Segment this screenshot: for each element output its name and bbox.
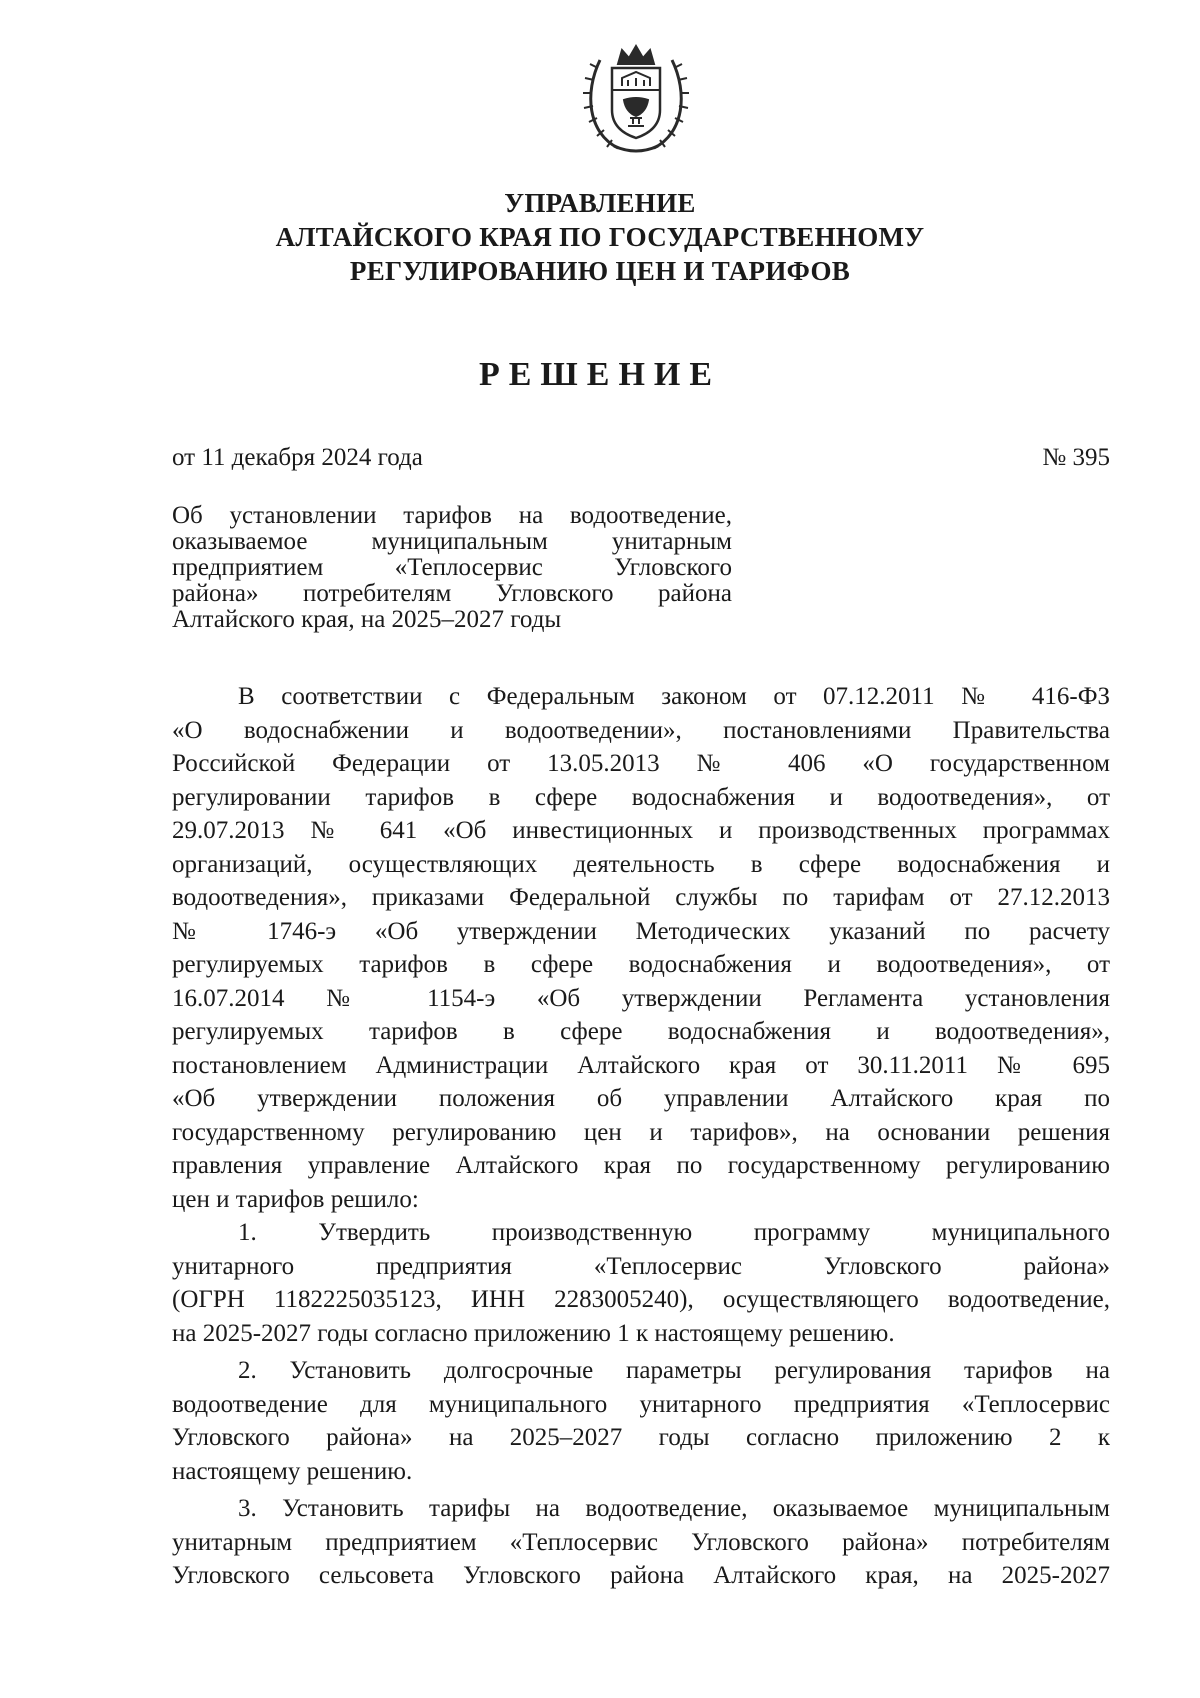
header-line-3: РЕГУЛИРОВАНИЮ ЦЕН И ТАРИФОВ	[349, 256, 851, 286]
body-line: унитарного предприятия «Теплосервис Угловского района»	[172, 1252, 1110, 1280]
body-line: «О водоснабжении и водоотведении», постановлениями Правительства	[172, 716, 1110, 744]
body-line: настоящему решению.	[172, 1457, 413, 1485]
body-line: 1. Утвердить производственную программу муниципального	[238, 1219, 1110, 1246]
subject-line: района» потребителям Угловского района	[172, 580, 732, 607]
body-line: № 1746-э «Об утверждении Методических указаний по расчету	[172, 917, 1110, 945]
body-line: Угловского сельсовета Угловского района Алтайского края, на 2025-2027	[172, 1562, 1110, 1589]
header-line-2: АЛТАЙСКОГО КРАЯ ПО ГОСУДАРСТВЕННОМУ	[275, 222, 925, 252]
body-line: на 2025-2027 годы согласно приложению 1 к настоящему решению.	[172, 1319, 895, 1347]
document-number: № 395	[1042, 444, 1110, 471]
document-title: РЕШЕНИЕ	[478, 356, 722, 393]
body-line: В соответствии с Федеральным законом от 07.12.2011 № 416-ФЗ	[238, 683, 1110, 710]
body-line: государственному регулированию цен и тарифов», на основании решения	[172, 1118, 1110, 1146]
coat-of-arms-icon	[578, 38, 694, 158]
subject-line: предприятием «Теплосервис Угловского	[172, 554, 732, 581]
authority-header	[200, 186, 1000, 288]
body-line: регулируемых тарифов в сфере водоснабжения и водоотведения»,	[172, 1018, 1110, 1045]
body-line: постановлением Администрации Алтайского края от 30.11.2011 № 695	[172, 1051, 1110, 1079]
subject-line: Об установлении тарифов на водоотведение,	[172, 502, 732, 529]
body-line: 3. Установить тарифы на водоотведение, оказываемое муниципальным	[238, 1495, 1110, 1522]
body-line: Угловского района» на 2025–2027 годы согласно приложению 2 к	[172, 1424, 1110, 1451]
body-line: «Об утверждении положения об управлении Алтайского края по	[172, 1085, 1110, 1112]
body-line: унитарным предприятием «Теплосервис Угловского района» потребителям	[172, 1528, 1110, 1556]
subject-line: Алтайского края, на 2025–2027 годы	[172, 606, 562, 633]
body-line: регулировании тарифов в сфере водоснабжения и водоотведения», от	[172, 783, 1110, 811]
body-line: 29.07.2013 № 641 «Об инвестиционных и производственных программах	[172, 817, 1110, 844]
body-line: цен и тарифов решило:	[172, 1185, 419, 1213]
body-line: правления управление Алтайского края по государственному регулированию	[172, 1152, 1110, 1179]
document-body	[172, 680, 1110, 1593]
body-line: Российской Федерации от 13.05.2013 № 406 «О государственном	[172, 750, 1110, 777]
document-date: от 11 декабря 2024 года	[172, 444, 423, 471]
body-line: водоотведения», приказами Федеральной службы по тарифам от 27.12.2013	[172, 884, 1110, 911]
body-line: регулируемых тарифов в сфере водоснабжения и водоотведения», от	[172, 951, 1110, 978]
subject-line: оказываемое муниципальным унитарным	[172, 528, 732, 555]
body-line: (ОГРН 1182225035123, ИНН 2283005240), осуществляющего водоотведение,	[172, 1286, 1110, 1313]
header-line-1: УПРАВЛЕНИЕ	[504, 188, 696, 218]
body-line: 16.07.2014 № 1154-э «Об утверждении Регламента установления	[172, 984, 1110, 1012]
body-line: водоотведение для муниципального унитарного предприятия «Теплосервис	[172, 1390, 1110, 1418]
document-subject	[172, 503, 732, 633]
body-line: 2. Установить долгосрочные параметры регулирования тарифов на	[238, 1357, 1110, 1384]
body-line: организаций, осуществляющих деятельность в сфере водоснабжения и	[172, 850, 1110, 878]
